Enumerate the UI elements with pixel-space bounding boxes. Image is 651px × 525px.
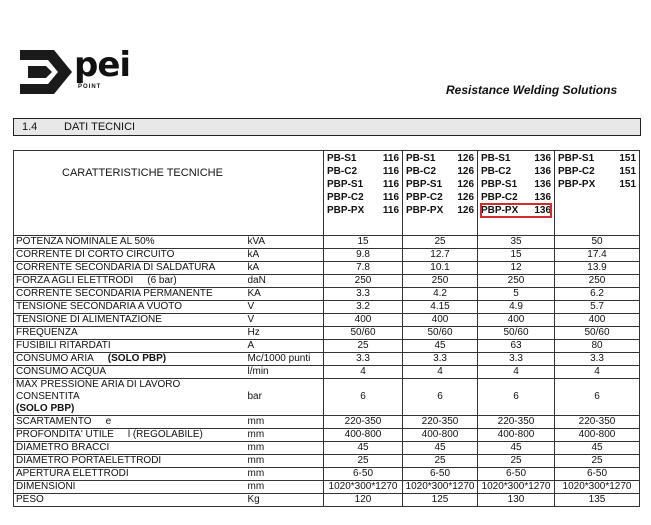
model-name: PBP-PX: [558, 179, 596, 190]
unit: Mc/1000 punti: [246, 353, 324, 366]
model-size: 136: [534, 153, 552, 164]
unit: kA: [246, 262, 324, 275]
table-row: [14, 494, 640, 507]
unit: mm: [246, 442, 324, 455]
value-cell: 220-350: [478, 416, 555, 429]
value-cell: 6: [555, 379, 640, 416]
model-name: PBP-C2: [481, 192, 518, 203]
model-name: PBP-PX: [327, 205, 365, 216]
table-row: [14, 275, 640, 288]
value-cell: 25: [324, 455, 403, 468]
model-column-1: [324, 151, 403, 236]
value-cell: 25: [555, 455, 640, 468]
value-cell: 4.2: [403, 288, 478, 301]
parameter-name: [14, 340, 246, 353]
model-label: [558, 178, 636, 191]
value-cell: 4.9: [478, 301, 555, 314]
model-label: [406, 178, 474, 191]
parameter-name: [14, 468, 246, 481]
model-label: [481, 191, 551, 204]
section-number: 1.4: [22, 121, 38, 133]
model-name: PB-C2: [406, 166, 437, 177]
parameter-label: CORRENTE SECONDARIA DI SALDATURA: [16, 262, 216, 273]
value-cell: 45: [555, 442, 640, 455]
table-row: [14, 468, 640, 481]
value-cell: 6: [324, 379, 403, 416]
unit: kVA: [246, 236, 324, 249]
value-cell: 250: [403, 275, 478, 288]
value-cell: 3.3: [403, 353, 478, 366]
parameter-label: POTENZA NOMINALE AL 50%: [16, 236, 155, 247]
value-cell: 25: [478, 455, 555, 468]
value-cell: 25: [403, 236, 478, 249]
table-row: [14, 301, 640, 314]
model-label: [481, 204, 551, 217]
parameter-label: TENSIONE DI ALIMENTAZIONE: [16, 314, 162, 325]
value-cell: 12: [478, 262, 555, 275]
model-column-4: [555, 151, 640, 236]
value-cell: 1020*300*1270: [555, 481, 640, 494]
logo-subtext: POINT: [78, 84, 102, 90]
table-row: [14, 249, 640, 262]
parameter-name: [14, 262, 246, 275]
model-size: 126: [457, 166, 475, 177]
unit: l/min: [246, 366, 324, 379]
model-size: 136: [534, 192, 552, 203]
value-cell: 6-50: [555, 468, 640, 481]
unit: Kg: [246, 494, 324, 507]
parameter-label: FREQUENZA: [16, 327, 78, 338]
model-label: [327, 204, 399, 217]
value-cell: 220-350: [403, 416, 478, 429]
value-cell: 4: [478, 366, 555, 379]
value-cell: 15: [324, 236, 403, 249]
table-row: [14, 262, 640, 275]
model-name: PBP-S1: [327, 179, 364, 190]
model-label: [406, 165, 474, 178]
model-label: [327, 165, 399, 178]
model-label: [481, 165, 551, 178]
value-cell: 45: [403, 442, 478, 455]
table-row: [14, 429, 640, 442]
parameter-label: PESO: [16, 494, 44, 505]
parameter-label: DIAMETRO BRACCI: [16, 442, 110, 453]
value-cell: 7.8: [324, 262, 403, 275]
parameter-name: [14, 249, 246, 262]
value-cell: 50/60: [478, 327, 555, 340]
parameter-label: CONSUMO ARIA: [16, 353, 94, 364]
value-cell: 6-50: [324, 468, 403, 481]
parameter-label: CORRENTE DI CORTO CIRCUITO: [16, 249, 175, 260]
unit: V: [246, 301, 324, 314]
parameter-name: [14, 379, 246, 416]
value-cell: 400-800: [555, 429, 640, 442]
parameter-name: [14, 442, 246, 455]
value-cell: 3.2: [324, 301, 403, 314]
value-cell: 5: [478, 288, 555, 301]
parameter-name: [14, 327, 246, 340]
table-row: [14, 340, 640, 353]
model-name: PBP-C2: [406, 192, 443, 203]
table-row: [14, 366, 640, 379]
value-cell: 80: [555, 340, 640, 353]
parameter-name: [14, 416, 246, 429]
model-name: PBP-S1: [481, 179, 518, 190]
value-cell: 13.9: [555, 262, 640, 275]
value-cell: 4: [324, 366, 403, 379]
value-cell: 1020*300*1270: [478, 481, 555, 494]
parameter-label: PROFONDITA' UTILE: [16, 429, 114, 440]
model-label: [406, 191, 474, 204]
model-size: 126: [457, 179, 475, 190]
table-row: [14, 327, 640, 340]
logo-wordmark: pei: [74, 45, 131, 85]
unit: Hz: [246, 327, 324, 340]
value-cell: 130: [478, 494, 555, 507]
table-row: [14, 442, 640, 455]
value-cell: 4: [555, 366, 640, 379]
model-size: 151: [619, 153, 637, 164]
unit: KA: [246, 288, 324, 301]
model-name: PBP-C2: [327, 192, 364, 203]
value-cell: 250: [478, 275, 555, 288]
model-name: PB-C2: [327, 166, 358, 177]
value-cell: 4.15: [403, 301, 478, 314]
model-size: 116: [382, 179, 400, 190]
value-cell: 3.3: [478, 353, 555, 366]
parameter-name: [14, 455, 246, 468]
value-cell: 45: [324, 442, 403, 455]
unit: mm: [246, 416, 324, 429]
value-cell: 50/60: [324, 327, 403, 340]
parameter-note: (6 bar): [147, 275, 177, 286]
parameter-name: [14, 366, 246, 379]
table-row: [14, 288, 640, 301]
value-cell: 25: [324, 340, 403, 353]
table-row: [14, 481, 640, 494]
parameter-note: e: [105, 416, 112, 427]
parameter-name: [14, 353, 246, 366]
value-cell: 400: [403, 314, 478, 327]
model-size: 116: [382, 192, 400, 203]
parameter-label: MAX PRESSIONE ARIA DI LAVORO CONSENTITA: [16, 379, 181, 402]
unit: A: [246, 340, 324, 353]
unit: mm: [246, 481, 324, 494]
parameter-label: CONSUMO ACQUA: [16, 366, 107, 377]
value-cell: 6.2: [555, 288, 640, 301]
model-label: [406, 152, 474, 165]
value-cell: 45: [403, 340, 478, 353]
parameter-label: DIMENSIONI: [16, 481, 76, 492]
value-cell: 1020*300*1270: [324, 481, 403, 494]
model-size: 136: [534, 179, 552, 190]
unit: daN: [246, 275, 324, 288]
parameter-name: [14, 314, 246, 327]
model-label: [558, 165, 636, 178]
value-cell: 400-800: [403, 429, 478, 442]
value-cell: 50: [555, 236, 640, 249]
model-name: PB-S1: [327, 153, 357, 164]
model-label: [558, 152, 636, 165]
parameter-label: SCARTAMENTO: [16, 416, 92, 427]
model-name: PB-S1: [481, 153, 511, 164]
model-size: 136: [534, 166, 552, 177]
technical-data-table: [13, 150, 640, 507]
model-size: 151: [619, 166, 637, 177]
unit: bar: [246, 379, 324, 416]
value-cell: 400: [478, 314, 555, 327]
model-size: 126: [457, 153, 475, 164]
value-cell: 50/60: [555, 327, 640, 340]
parameter-note: (SOLO PBP): [16, 403, 75, 414]
model-size: 116: [382, 166, 400, 177]
parameter-note: (SOLO PBP): [107, 353, 167, 364]
model-size: 116: [382, 205, 400, 216]
value-cell: 125: [403, 494, 478, 507]
value-cell: 250: [324, 275, 403, 288]
value-cell: 10.1: [403, 262, 478, 275]
value-cell: 220-350: [555, 416, 640, 429]
value-cell: 250: [555, 275, 640, 288]
model-name: PBP-PX: [406, 205, 444, 216]
value-cell: 135: [555, 494, 640, 507]
company-tagline: Resistance Welding Solutions: [446, 83, 618, 97]
model-column-2: [403, 151, 478, 236]
parameter-label: FORZA AGLI ELETTRODI: [16, 275, 134, 286]
value-cell: 120: [324, 494, 403, 507]
value-cell: 3.3: [324, 288, 403, 301]
parameter-label: DIAMETRO PORTAELETTRODI: [16, 455, 162, 466]
value-cell: 3.3: [324, 353, 403, 366]
parameter-name: [14, 494, 246, 507]
table-row: [14, 379, 640, 416]
parameter-label: TENSIONE SECONDARIA A VUOTO: [16, 301, 182, 312]
value-cell: 25: [403, 455, 478, 468]
parameter-label: CORRENTE SECONDARIA PERMANENTE: [16, 288, 213, 299]
table-header-row: [14, 151, 640, 236]
unit: kA: [246, 249, 324, 262]
table-row: [14, 236, 640, 249]
model-size: 136: [534, 205, 552, 216]
value-cell: 400: [555, 314, 640, 327]
parameter-label: APERTURA ELETTRODI: [16, 468, 129, 479]
value-cell: 400-800: [324, 429, 403, 442]
model-column-3: [478, 151, 555, 236]
table-row: [14, 416, 640, 429]
model-label: [481, 178, 551, 191]
value-cell: 220-350: [324, 416, 403, 429]
parameter-name: [14, 288, 246, 301]
model-label: [327, 191, 399, 204]
model-name: PBP-S1: [406, 179, 443, 190]
value-cell: 50/60: [403, 327, 478, 340]
model-name: PBP-S1: [558, 153, 595, 164]
value-cell: 63: [478, 340, 555, 353]
section-header: [13, 118, 641, 136]
parameter-label: FUSIBILI RITARDATI: [16, 340, 111, 351]
section-title: DATI TECNICI: [64, 121, 136, 133]
value-cell: 15: [478, 249, 555, 262]
unit: mm: [246, 429, 324, 442]
model-name: PB-C2: [481, 166, 512, 177]
model-name: PB-S1: [406, 153, 436, 164]
value-cell: 17.4: [555, 249, 640, 262]
value-cell: 35: [478, 236, 555, 249]
value-cell: 6: [478, 379, 555, 416]
model-size: 116: [382, 153, 400, 164]
model-label: [481, 152, 551, 165]
value-cell: 6: [403, 379, 478, 416]
value-cell: 3.3: [555, 353, 640, 366]
parameter-note: l (REGOLABILE): [127, 429, 203, 440]
model-label: [327, 152, 399, 165]
value-cell: 6-50: [478, 468, 555, 481]
unit: mm: [246, 468, 324, 481]
model-size: 151: [619, 179, 637, 190]
value-cell: 5.7: [555, 301, 640, 314]
value-cell: 4: [403, 366, 478, 379]
unit: V: [246, 314, 324, 327]
parameter-name: [14, 301, 246, 314]
unit: mm: [246, 455, 324, 468]
model-name: PBP-PX: [481, 205, 519, 216]
table-row: [14, 314, 640, 327]
value-cell: 12.7: [403, 249, 478, 262]
parameter-name: [14, 275, 246, 288]
table-heading: CARATTERISTICHE TECNICHE: [14, 151, 324, 236]
table-row: [14, 353, 640, 366]
parameter-name: [14, 429, 246, 442]
value-cell: 400: [324, 314, 403, 327]
parameter-name: [14, 236, 246, 249]
table-row: [14, 455, 640, 468]
value-cell: 45: [478, 442, 555, 455]
parameter-name: [14, 481, 246, 494]
model-name: PBP-C2: [558, 166, 595, 177]
model-label: [327, 178, 399, 191]
value-cell: 1020*300*1270: [403, 481, 478, 494]
model-size: 126: [457, 205, 475, 216]
model-size: 126: [457, 192, 475, 203]
value-cell: 9.8: [324, 249, 403, 262]
value-cell: 400-800: [478, 429, 555, 442]
model-label: [406, 204, 474, 217]
value-cell: 6-50: [403, 468, 478, 481]
